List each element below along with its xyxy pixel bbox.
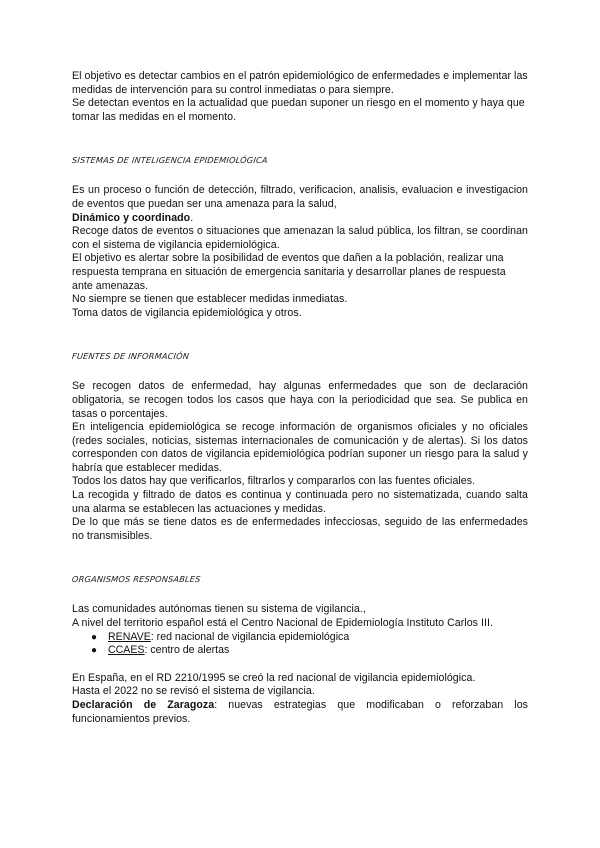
section-heading-organismos: ORGANISMOS RESPONSABLES xyxy=(71,574,202,585)
spacer xyxy=(72,124,528,154)
spacer xyxy=(72,362,528,380)
fuentes-paragraph-1: Se recogen datos de enfermedad, hay algunas enfermedades que son de declaración obligatoria, se recogen todos los casos que haya con la periodicidad que sea. Se publica en tasas o porcentajes. xyxy=(72,380,528,420)
organismos-paragraph-3: En España, en el RD 2210/1995 se creó la red nacional de vigilancia epidemiológica. xyxy=(72,671,476,684)
spacer xyxy=(72,543,528,573)
organismos-paragraph-5 xyxy=(72,699,528,726)
sistemas-paragraph-5: No siempre se tienen que establecer medidas inmediatas. xyxy=(72,293,348,306)
sistemas-paragraph-6: Toma datos de vigilancia epidemiológica y otros. xyxy=(72,306,302,319)
bullet-icon: ● xyxy=(91,631,98,643)
organismos-bullet-list xyxy=(72,631,528,658)
ccaes-abbr: CCAES xyxy=(108,644,145,657)
spacer xyxy=(72,166,528,184)
intro-paragraph-1: El objetivo es detectar cambios en el patrón epidemiológico de enfermedades e implementar las medidas de intervención para su control inmediatas o para siempre. xyxy=(72,70,528,96)
list-item xyxy=(72,644,528,658)
fuentes-paragraph-4: La recogida y filtrado de datos es continua y continuada pero no sistematizada, cuando salta una alarma se establecen las actuaciones y medidas. xyxy=(72,489,528,515)
organismos-paragraph-5-rest: : nuevas estrategias que modificaban o reforzaban los funcionamientos previos. xyxy=(72,699,528,725)
sistemas-paragraph-4: El objetivo es alertar sobre la posibilidad de eventos que dañen a la población, realizar una respuesta temprana en situación de emergencia sanitaria y desarrollar planes de respuesta ante amenazas. xyxy=(72,252,506,292)
ccaes-description: : centro de alertas xyxy=(144,644,230,657)
organismos-paragraph-2: A nivel del territorio español está el Centro Nacional de Epidemiología Instituto Carlos III. xyxy=(72,617,493,630)
fuentes-paragraph-5: De lo que más se tiene datos es de enfermedades infecciosas, seguido de las enfermedades no transmisibles. xyxy=(72,516,528,542)
renave-description: : red nacional de vigilancia epidemiológica xyxy=(150,630,350,643)
section-heading-fuentes: FUENTES DE INFORMACIÓN xyxy=(71,351,190,362)
spacer xyxy=(72,320,528,350)
spacer xyxy=(72,658,528,672)
bullet-icon: ● xyxy=(91,645,98,657)
sistemas-paragraph-3: Recoge datos de eventos o situaciones que amenazan la salud pública, los filtran, se coordinan con el sistema de vigilancia epidemiológica. xyxy=(72,225,528,251)
organismos-paragraph-4: Hasta el 2022 no se revisó el sistema de vigilancia. xyxy=(72,685,315,698)
zaragoza-bold-phrase: Declaración de Zaragoza xyxy=(72,699,215,711)
sistemas-bold-phrase: Dinámico y coordinado xyxy=(72,211,191,224)
organismos-paragraph-1: Las comunidades autónomas tienen su sistema de vigilancia., xyxy=(72,603,366,616)
spacer xyxy=(72,585,528,603)
section-heading-sistemas: SISTEMAS DE INTELIGENCIA EPIDEMIOLÓGICA xyxy=(71,155,269,166)
renave-abbr: RENAVE xyxy=(108,630,151,643)
list-item xyxy=(72,631,528,645)
sistemas-paragraph-2-rest: . xyxy=(190,211,194,224)
intro-paragraph-2: Se detectan eventos en la actualidad que puedan suponer un riesgo en el momento y haya que tomar las medidas en el momento. xyxy=(72,97,525,123)
sistemas-paragraph-2 xyxy=(72,212,528,226)
fuentes-paragraph-2: En inteligencia epidemiológica se recoge información de organismos oficiales y no oficiales (redes sociales, noticias, sistemas internacionales de comunicación y de alertas). Si los datos corresponden con datos de vigilancia epidemiológica podrían suponer un riesgo para la salud y habría que establecer medidas. xyxy=(72,421,528,474)
fuentes-paragraph-3: Todos los datos hay que verificarlos, filtrarlos y compararlos con las fuentes oficiales. xyxy=(72,475,476,488)
sistemas-paragraph-1: Es un proceso o función de detección, filtrado, verificacion, analisis, evaluacion e investigacion de eventos que puedan ser una amenaza para la salud, xyxy=(72,184,528,210)
